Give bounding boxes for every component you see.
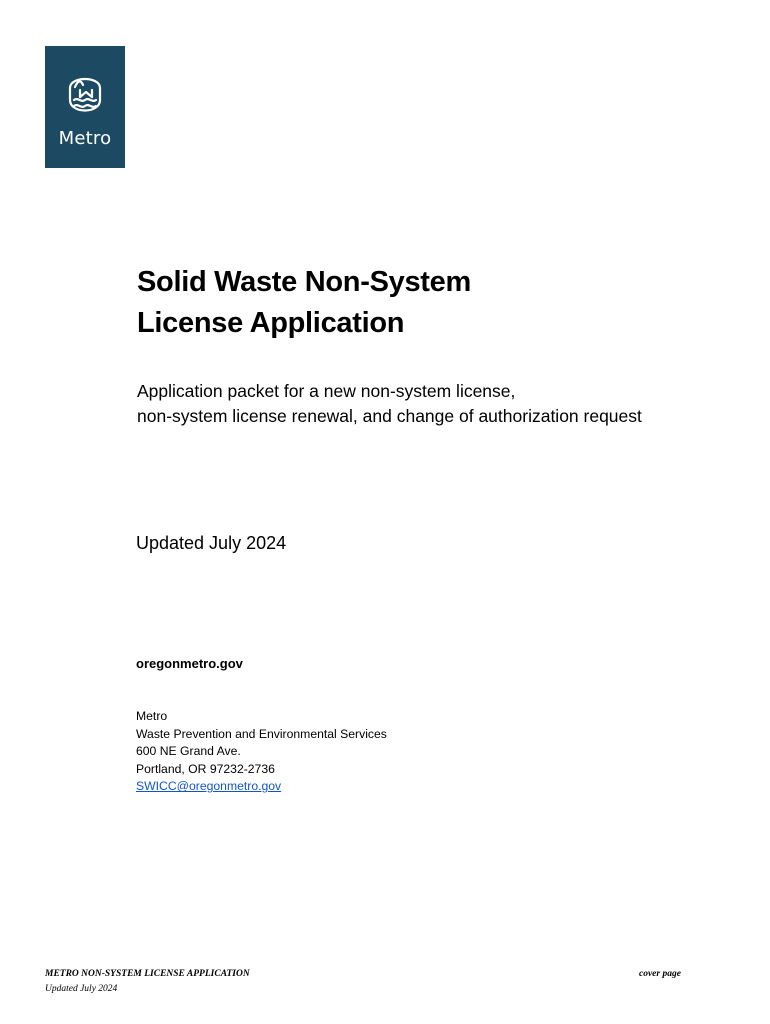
email-link[interactable]: SWICC@oregonmetro.gov [136, 779, 282, 794]
contact-address [136, 708, 387, 796]
title-line-1: Solid Waste Non-System [137, 266, 471, 298]
updated-date: Updated July 2024 [136, 533, 287, 553]
address-city: Portland, OR 97232-2736 [136, 761, 275, 776]
address-dept: Waste Prevention and Environmental Services [136, 726, 387, 741]
footer-doc-title: METRO NON-SYSTEM LICENSE APPLICATION [45, 969, 250, 979]
metro-logo [45, 46, 125, 168]
website-url: oregonmetro.gov [136, 656, 243, 671]
footer-page-label: cover page [639, 969, 681, 979]
metro-crest-icon [66, 70, 104, 122]
address-org: Metro [136, 709, 168, 723]
subtitle [137, 379, 642, 429]
footer-left [45, 967, 250, 997]
footer-updated: Updated July 2024 [45, 984, 118, 994]
subtitle-line-2: non-system license renewal, and change of authorization request [137, 406, 642, 426]
subtitle-line-1: Application packet for a new non-system license, [137, 381, 516, 401]
logo-wordmark: Metro [58, 128, 112, 149]
page-title [137, 262, 471, 344]
title-line-2: License Application [137, 307, 405, 339]
address-street: 600 NE Grand Ave. [136, 744, 241, 759]
